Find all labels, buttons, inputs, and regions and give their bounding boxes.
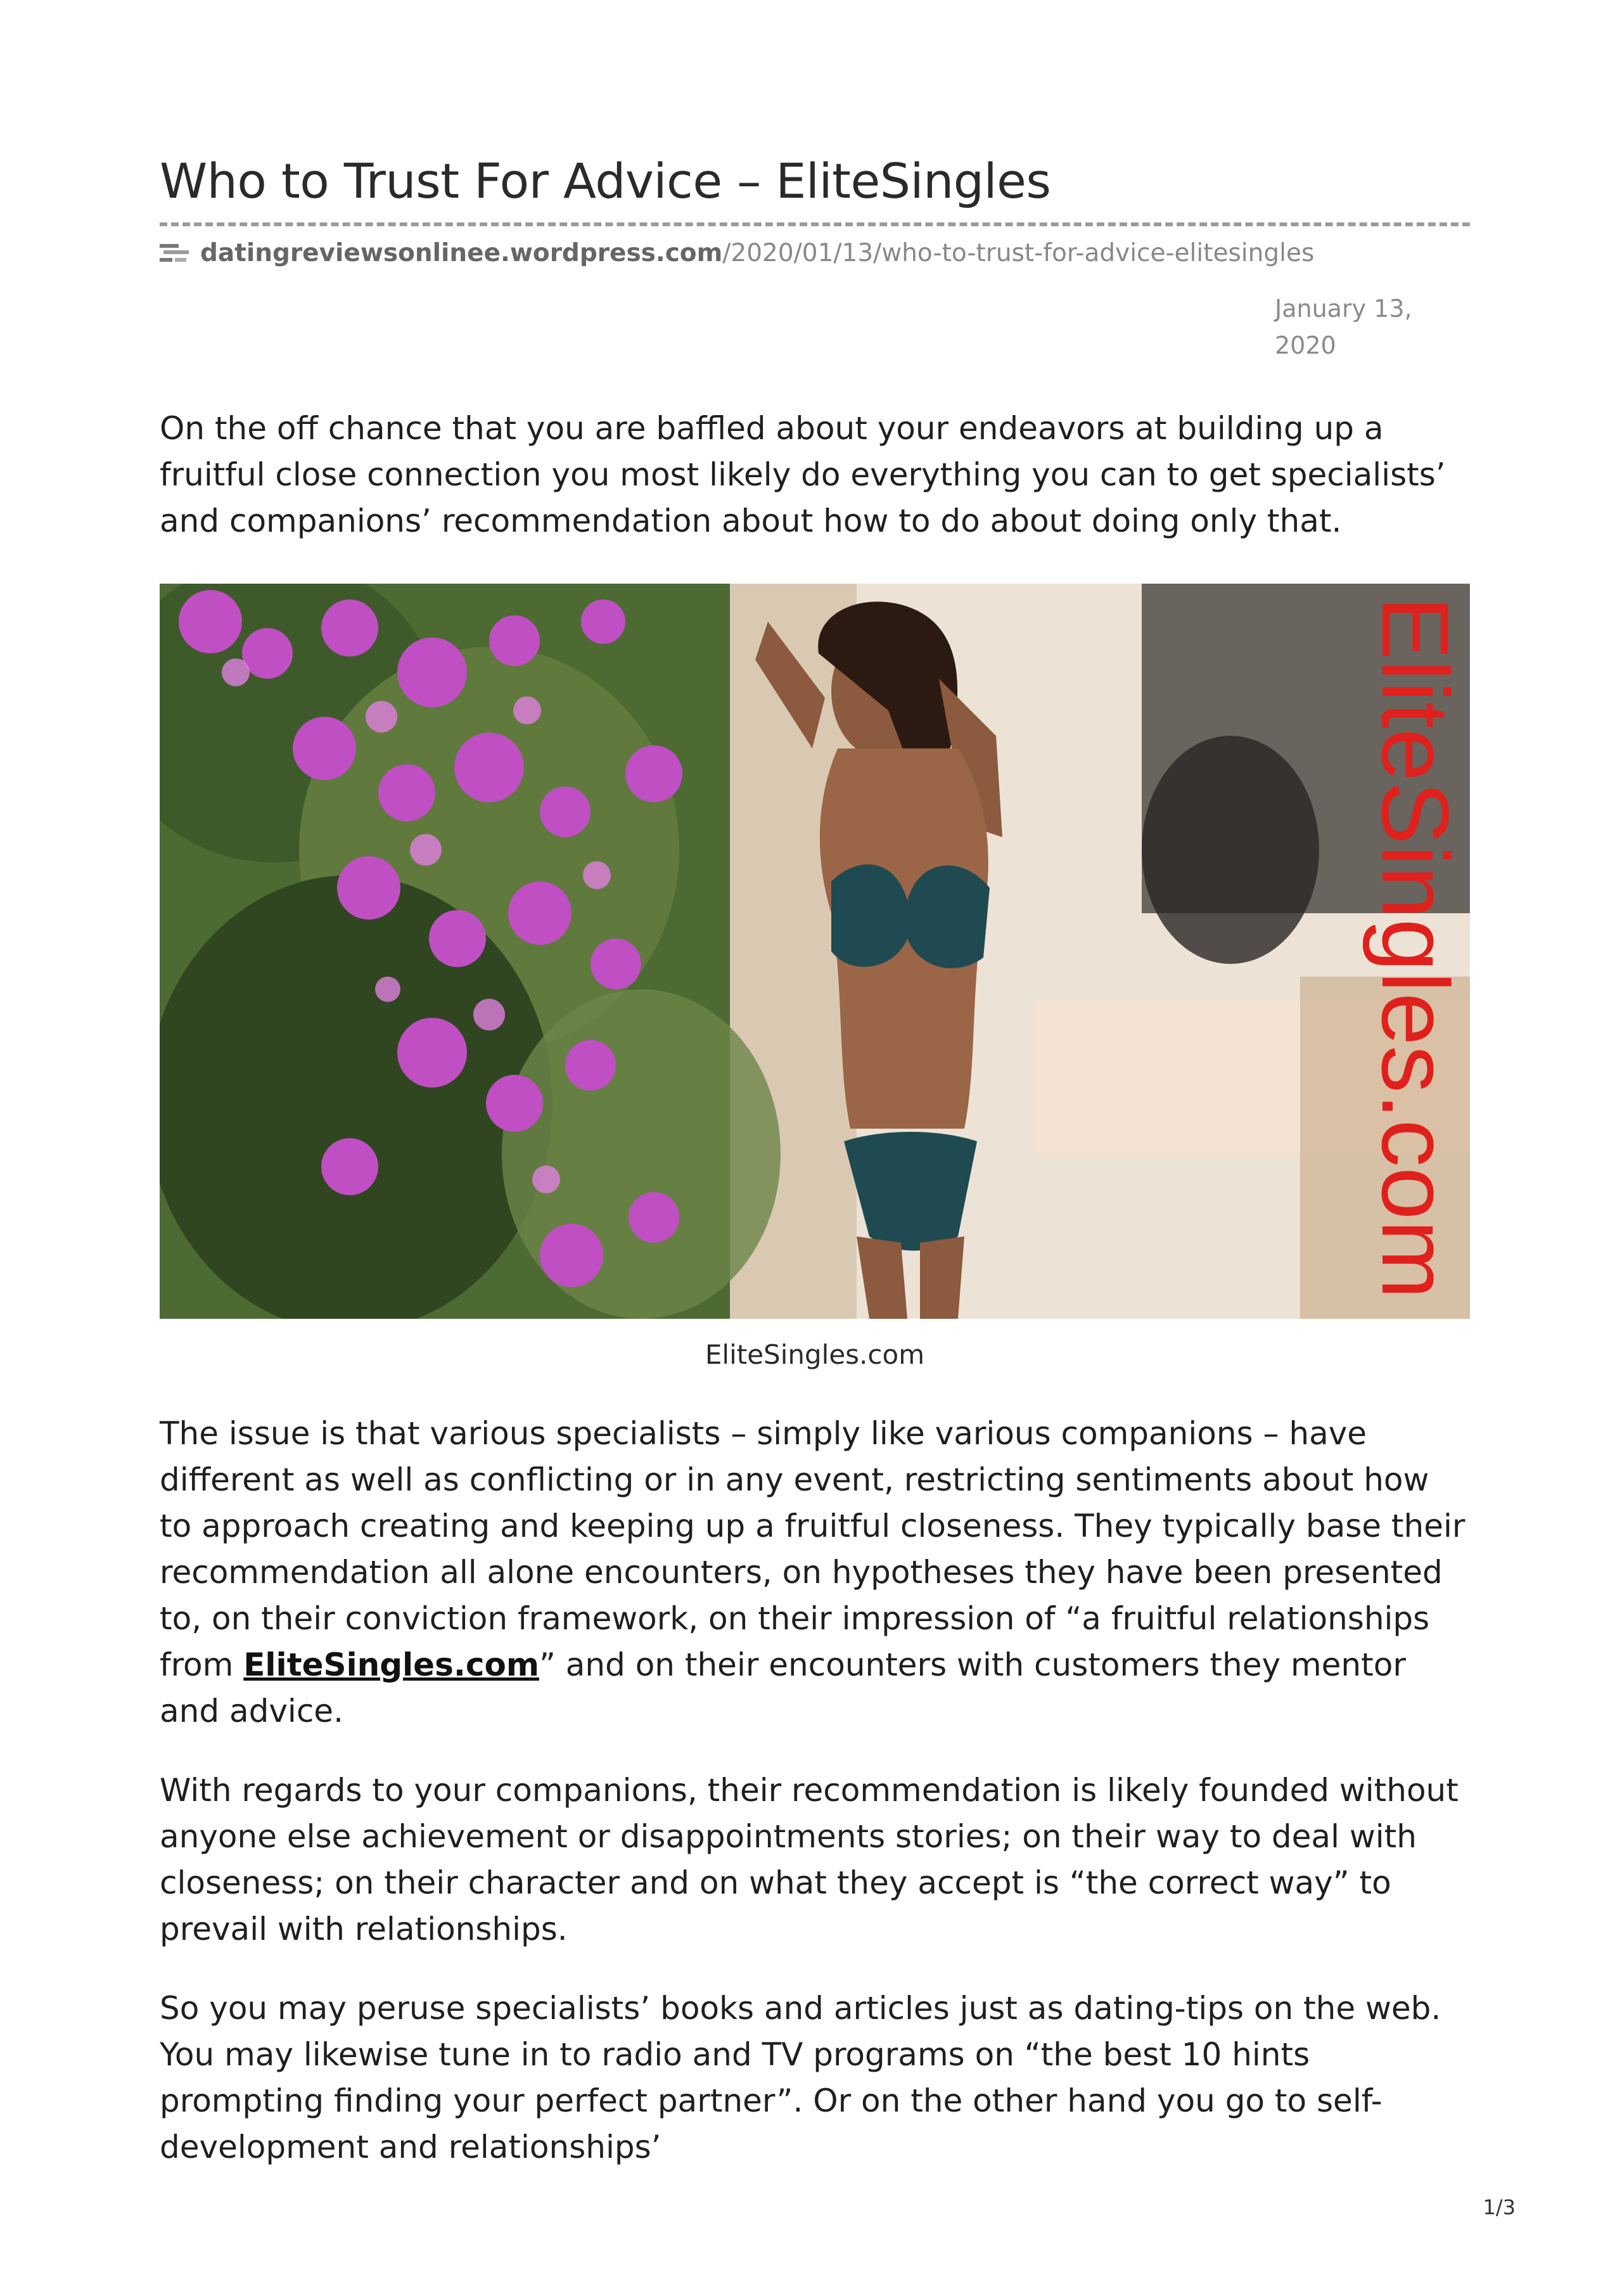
source-link[interactable]: [160, 239, 1470, 269]
hero-image: [160, 584, 1470, 1319]
elitesingles-link[interactable]: EliteSingles.com: [243, 1646, 539, 1683]
publish-date: [1275, 290, 1440, 364]
body-paragraph-1-text-a: The issue is that various specialists – simply like various companions – have different as well as conflicting or in any event, restricting sentiments about how to approach creating and keeping up a fruitful closeness. They typically base their recommendation all alone encounters, on hypotheses they have been presented to, on their conviction framework, on their impression of “a fruitful relationships from: [160, 1414, 1466, 1683]
body-paragraph-1-text-b: ” and on their encounters with customers they mentor and advice.: [160, 1646, 1406, 1729]
body-paragraph-1: [160, 1411, 1470, 1735]
hero-image-illustration: [160, 584, 1470, 1319]
image-caption: EliteSingles.com: [705, 1338, 925, 1370]
article-title: Who to Trust For Advice – EliteSingles: [160, 153, 1051, 209]
image-watermark: EliteSingles.com: [1362, 596, 1469, 1299]
source-path[interactable]: /2020/01/13/who-to-trust-for-advice-elitesingles: [722, 239, 1315, 268]
article: [160, 152, 1470, 2171]
body-paragraph-2: With regards to your companions, their recommendation is likely founded without anyone else achievement or disappointments stories; on their way to deal with closeness; on their character and on what they accept is “the correct way” to prevail with relationships.: [160, 1771, 1459, 1947]
site-favicon-icon: [160, 241, 189, 267]
body-paragraph-3: So you may peruse specialists’ books and articles just as dating-tips on the web. You may likewise tune in to radio and TV programs on “the best 10 hints prompting finding your perfect partner”. Or on the other hand you go to self-development and relationships’: [160, 1989, 1441, 2165]
publish-date-line-2: 2020: [1275, 331, 1336, 359]
title-divider: [160, 222, 1470, 226]
source-domain[interactable]: datingreviewsonlinee.wordpress.com: [200, 239, 723, 268]
page-number: 1/3: [1483, 2195, 1516, 2219]
publish-date-line-1: January 13,: [1275, 294, 1412, 323]
intro-paragraph: On the off chance that you are baffled about your endeavors at building up a fruitful close connection you most likely do everything you can to get specialists’ and companions’ recommendation about how to do about doing only that.: [160, 409, 1446, 539]
